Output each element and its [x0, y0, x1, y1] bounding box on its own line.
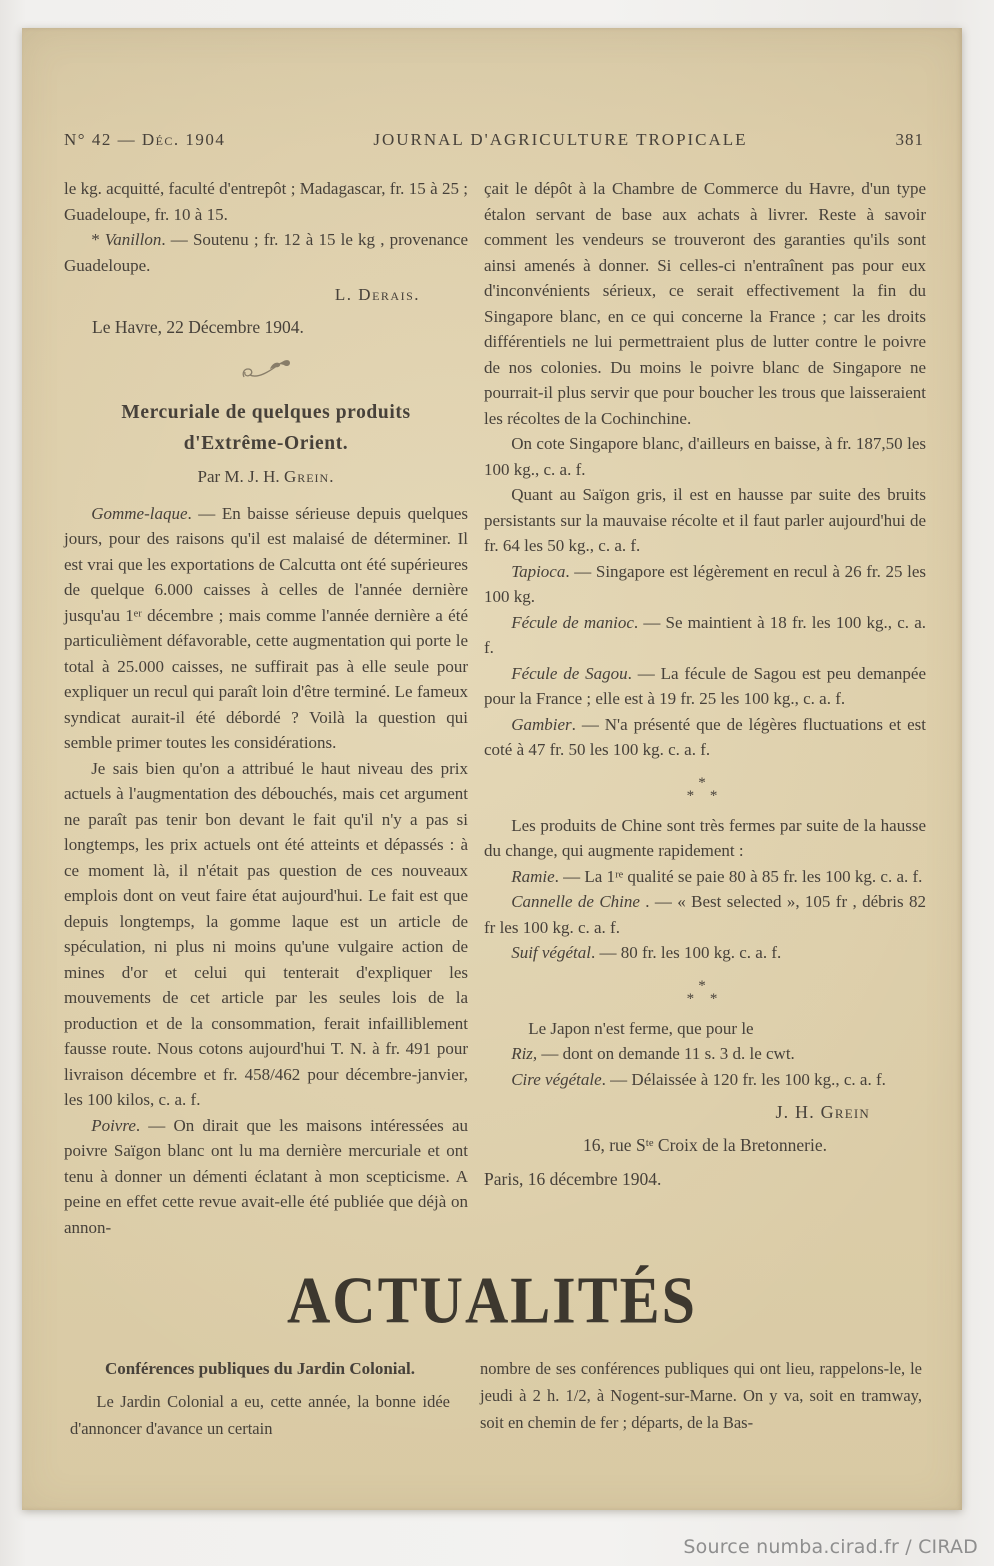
- tapioca-text: . — Singapore est légèrement en recul à 26 fr. 25 les 100 kg.: [484, 561, 926, 606]
- para-tapioca: [484, 559, 926, 610]
- byline-author: Grein.: [283, 466, 335, 486]
- conference-heading: Conférences publiques du Jardin Colonial.: [104, 1359, 415, 1378]
- actualites-right-column: [480, 1355, 922, 1442]
- right-column: [484, 176, 926, 1240]
- vanillon-lead: Vanillon: [104, 230, 162, 249]
- para-vanillon: [64, 227, 468, 278]
- para-poivre: [64, 1113, 468, 1241]
- issue-label: N° 42 — Déc. 1904: [64, 130, 226, 149]
- asterism-top: *: [698, 977, 712, 994]
- suif-lead: Suif végétal: [511, 943, 591, 962]
- para-je-sais: Je sais bien qu'on a attribué le haut niveau des prix actuels à l'augmentation des débouchés, mais cet argument ne paraît pas tenir bon devant le fait qu'il n'y a pas si longtemps, les prix actuels ont été atteints et dépassés : à ce moment là, il n'était pas question de ces nouveaux emplois dont on veut faire état aujourd'hui. Le fait est que depuis longtemps, la gomme laque est un article de spéculation, ni plus ni moins qu'une vulgaire action de mines d'or et celui qui tenterait d'expliquer les mouvements de cet article par les seules lois de la production et de la consommation, ferait infailliblement fausse route. Nous cotons aujourd'hui T. N. à fr. 491 pour livraison décembre et fr. 458/462 pour décembre-janvier, les 100 kilos, c. a. f.: [64, 758, 468, 1109]
- ramie-text: . — La 1ʳᵉ qualité se paie 80 à 85 fr. les 100 kg. c. a. f.: [554, 866, 923, 886]
- para-conferences-continuation: nombre de ses conférences publiques qui ont lieu, rappelons-le, le jeudi à 2 h. 1/2, à Nogent-sur-Marne. On y va, soit en tramway, soit en chemin de fer ; départs, de la Bas-: [480, 1359, 922, 1432]
- dateline-le-havre: Le Havre, 22 Décembre 1904.: [92, 317, 304, 337]
- source-attribution: Source numba.cirad.fr / CIRAD: [683, 1536, 978, 1558]
- ramie-lead: Ramie: [511, 866, 555, 886]
- para-japon: Le Japon n'est ferme, que pour le: [528, 1018, 754, 1038]
- poivre-lead: Poivre: [91, 1115, 136, 1135]
- asterism-top: *: [698, 774, 712, 791]
- address-line: 16, rue Sᵗᵉ Croix de la Bretonnerie.: [582, 1135, 828, 1155]
- cire-text: . — Délaissée à 120 fr. les 100 kg., c. a. f.: [601, 1069, 886, 1089]
- para-riz: [484, 1041, 926, 1067]
- para-continuation-right: çait le dépôt à la Chambre de Commerce du Havre, d'un type étalon servant de base aux achats à livrer. Reste à savoir comment les vendeurs se trouveront des garanties qu'ils sont ainsi amenés à donner. Si celles-ci n'entraînent pas pour eux d'inconvénients sérieux, ce serait effectivement la fin du Singapore blanc, en ce qui concerne la France ; car les droits différentiels ne lui permettraient plus de lutter contre le poivre de nos colonies. Du moins le poivre blanc de Singapore ne pourrait-il plus servir que pour boucher les trous que laisseraient les récoltes de la Cochinchine.: [484, 179, 926, 428]
- manioc-text: . — Se maintient à 18 fr. les 100 kg., c. a. f.: [484, 612, 926, 657]
- para-fecule-manioc: [484, 610, 926, 661]
- vanillon-text: . — Soutenu ; fr. 12 à 15 le kg , provenance Guadeloupe.: [64, 230, 468, 275]
- page-number: 381: [895, 130, 924, 149]
- journal-title: JOURNAL D'AGRICULTURE TROPICALE: [373, 130, 748, 149]
- tapioca-lead: Tapioca: [511, 561, 566, 581]
- riz-lead: Riz,: [511, 1044, 538, 1063]
- riz-text: — dont on demande 11 s. 3 d. le cwt.: [537, 1044, 795, 1063]
- signature-grein: J. H. Grein: [775, 1102, 870, 1122]
- running-header: [22, 28, 962, 150]
- para-gomme-laque: [64, 501, 468, 756]
- asterism-bottom: * *: [686, 990, 724, 1007]
- para-ramie: [484, 864, 926, 890]
- asterisk-marker: *: [91, 230, 100, 249]
- ornament-flourish-icon: [64, 357, 468, 387]
- para-on-cote: On cote Singapore blanc, d'ailleurs en baisse, à fr. 187,50 les 100 kg., c. a. f.: [484, 434, 926, 479]
- para-gambier: [484, 712, 926, 763]
- para-continuation-left: le kg. acquitté, faculté d'entrepôt ; Madagascar, fr. 15 à 25 ; Guadeloupe, fr. 10 à 15.: [64, 179, 468, 224]
- sagou-text: . — La fécule de Sagou est peu demanpée pour la France ; elle est à 19 fr. 25 les 100 kg., c. a. f.: [484, 663, 926, 708]
- para-cire: [484, 1067, 926, 1093]
- actualites-columns: [22, 1335, 962, 1442]
- section-heading: [64, 397, 468, 459]
- para-fecule-sagou: [484, 661, 926, 712]
- gambier-lead: Gambier: [511, 714, 572, 734]
- para-suif: [484, 940, 926, 966]
- section-heading-line2: d'Extrême-Orient.: [183, 432, 349, 454]
- actualites-left-column: [70, 1355, 450, 1442]
- vine-flourish-icon: [240, 357, 292, 383]
- section-heading-line1: Mercuriale de quelques produits: [121, 401, 411, 423]
- dateline-paris: Paris, 16 décembre 1904.: [484, 1168, 662, 1189]
- asterism-bottom: * *: [686, 787, 724, 804]
- byline: [64, 467, 468, 487]
- poivre-text: . — On dirait que les maisons intéressées au poivre Saïgon blanc ont lu ma dernière mercuriale et ont tenu à donner un démenti éclatant à mon scepticisme. A peine en effet cette revue avait-elle été publiée que déjà on annon-: [64, 1115, 468, 1237]
- scanned-paper-page: [22, 28, 962, 1510]
- byline-prefix: Par M. J. H.: [197, 466, 284, 486]
- para-produits-chine: Les produits de Chine sont très fermes par suite de la hausse du change, qui augmente rapidement :: [484, 815, 926, 860]
- cannelle-text: . — « Best selected », 105 fr , débris 82 fr les 100 kg. c. a. f.: [484, 892, 926, 937]
- two-column-body: [22, 150, 962, 1240]
- para-jardin-colonial: Le Jardin Colonial a eu, cette année, la bonne idée d'annoncer d'avance un certain: [70, 1392, 450, 1438]
- para-cannelle: [484, 889, 926, 940]
- manioc-lead: Fécule de manioc: [511, 612, 634, 632]
- para-quant-saigon: Quant au Saïgon gris, il est en hausse par suite des bruits persistants sur la mauvaise récolte et il faut parler aujourd'hui de fr. 64 les 50 kg., c. a. f.: [484, 485, 926, 555]
- gambier-text: . — N'a présenté que de légères fluctuations et est coté à 47 fr. 50 les 100 kg. c. a. f.: [484, 714, 926, 759]
- asterism-divider-icon: [484, 977, 926, 1007]
- asterism-divider-icon: [484, 774, 926, 804]
- gomme-laque-lead: Gomme-laque: [91, 503, 188, 523]
- suif-text: . — 80 fr. les 100 kg. c. a. f.: [590, 943, 782, 962]
- actualites-title: ACTUALITÉS: [286, 1262, 698, 1337]
- cannelle-lead: Cannelle de Chine: [511, 892, 640, 911]
- signature-derais: L. Derais.: [334, 285, 420, 304]
- left-column: [64, 176, 468, 1240]
- gomme-laque-text: . — En baisse sérieuse depuis quelques jours, pour des raisons qu'il est malaisé de déterminer. Il est vrai que les exportations de Calcutta ont été supérieures de quelque 6.000 caisses à celles de l'année dernière jusqu'au 1ᵉʳ décembre ; mais comme l'année dernière a été particulièment défavorable, cette augmentation qui porte le total à 25.000 caisses, ne suffirait pas à elle seule pour expliquer un recul qui paraît loin d'être terminé. Le fameux syndicat aurait-il été débordé ? Voilà la question qui semble primer toutes les considérations.: [64, 503, 468, 752]
- sagou-lead: Fécule de Sagou: [511, 663, 628, 683]
- cire-lead: Cire végétale: [511, 1069, 602, 1089]
